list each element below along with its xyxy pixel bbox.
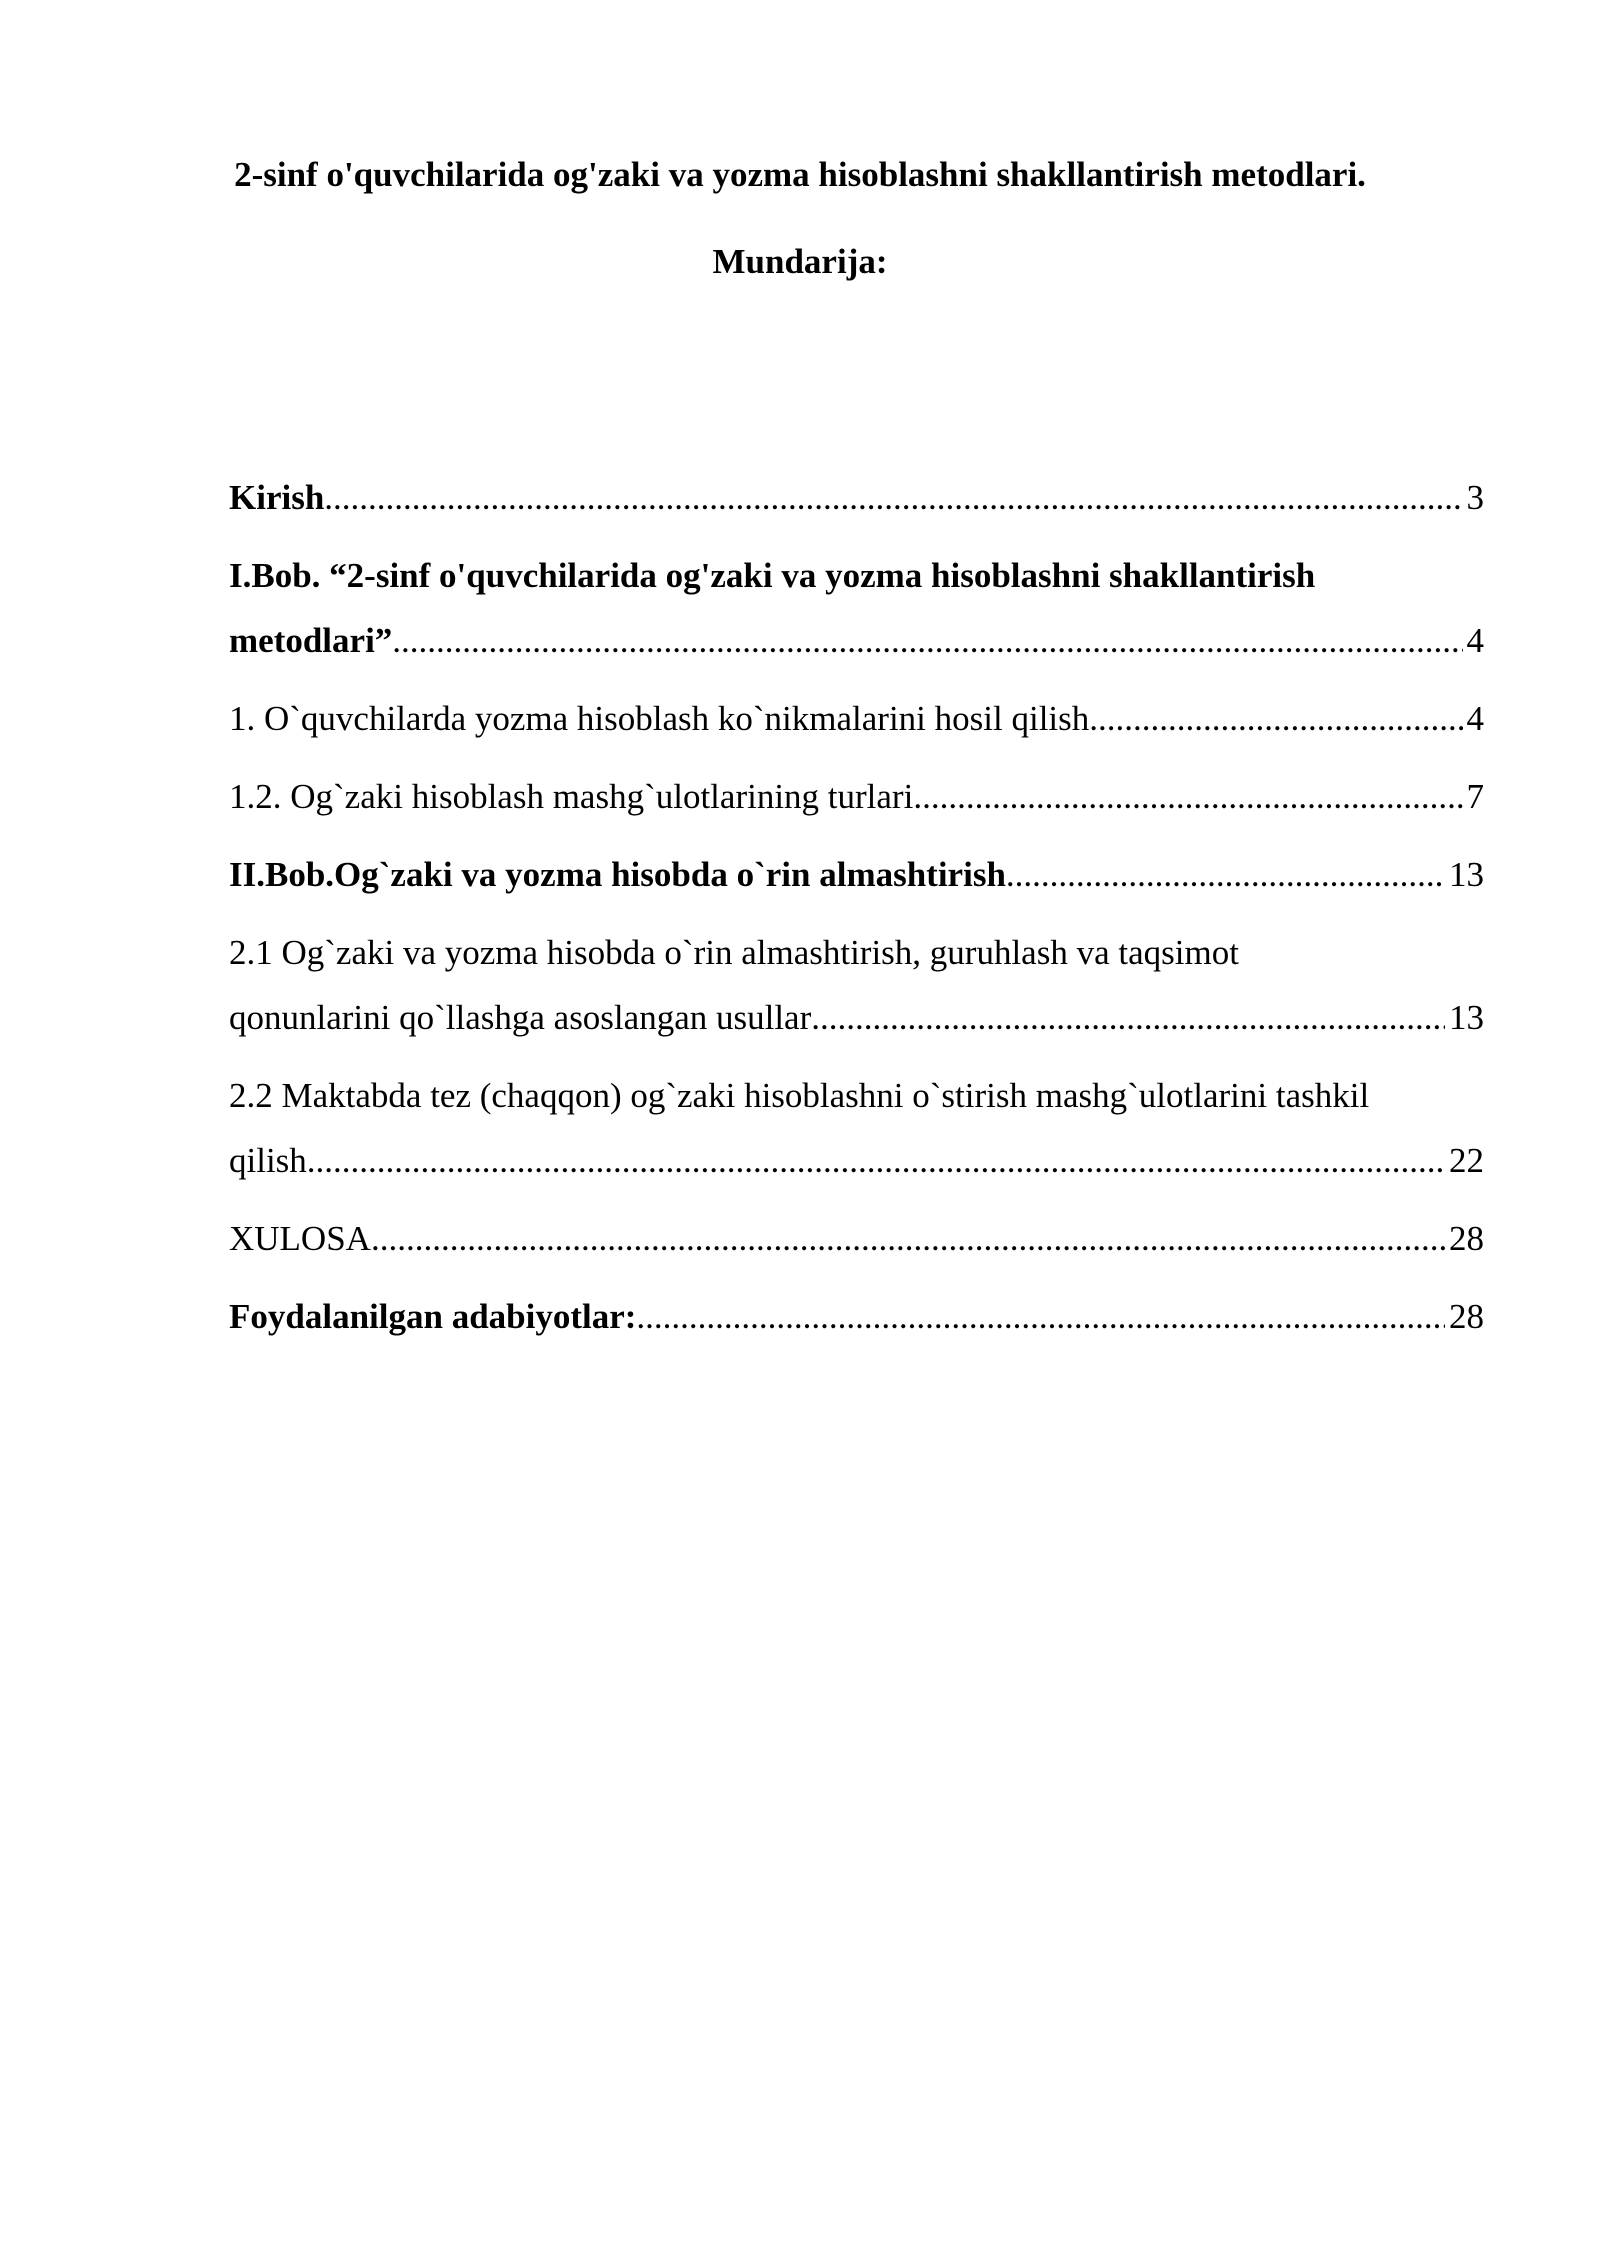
toc-entry-section-1-2[interactable] [229, 764, 1484, 829]
toc-entry-label: I.Bob. “2-sinf o'quvchilarida og'zaki va yozma hisoblashni shakllantirish [229, 556, 1316, 595]
toc-entry-label-continued: metodlari” [229, 621, 393, 660]
toc-entry-label: II.Bob.Og`zaki va yozma hisobda o`rin almashtirish [229, 855, 1006, 894]
toc-entry-kirish[interactable] [229, 465, 1484, 530]
toc-page-number: 4 [1466, 699, 1484, 738]
toc-page-number: 28 [1449, 1297, 1484, 1336]
toc-page-number: 3 [1466, 478, 1484, 517]
toc-page-number: 13 [1449, 855, 1484, 894]
toc-page-number: 4 [1466, 621, 1484, 660]
toc-entry-section-1[interactable] [229, 686, 1484, 751]
dot-leader [913, 764, 1462, 829]
toc-entry-references[interactable] [229, 1284, 1484, 1349]
dot-leader [307, 1128, 1445, 1193]
toc-heading: Mundarija: [712, 242, 888, 281]
toc-entry-section-2-1[interactable] [229, 920, 1484, 1050]
dot-leader [1089, 686, 1462, 751]
toc-entry-label-continued: qilish [229, 1141, 307, 1180]
toc-entry-label: Foydalanilgan adabiyotlar: [229, 1297, 637, 1336]
toc-entry-label: 2.2 Maktabda tez (chaqqon) og`zaki hisoblashni o`stirish mashg`ulotlarini tashkil [229, 1076, 1370, 1115]
dot-leader [1006, 842, 1445, 907]
toc-page-number: 28 [1449, 1219, 1484, 1258]
toc-entry-label: 2.1 Og`zaki va yozma hisobda o`rin almashtirish, guruhlash va taqsimot [229, 933, 1239, 972]
toc-entry-label: 1. O`quvchilarda yozma hisoblash ko`nikmalarini hosil qilish [229, 699, 1090, 738]
toc-entry-label: 1.2. Og`zaki hisoblash mashg`ulotlarining turlari [229, 777, 914, 816]
toc-entry-label: Kirish [229, 478, 325, 517]
toc-entry-label: XULOSA [229, 1219, 371, 1258]
toc-entry-chapter-1[interactable] [229, 543, 1484, 673]
toc-entry-label-continued: qonunlarini qo`llashga asoslangan usullar [229, 998, 812, 1037]
document-title: 2-sinf o'quvchilarida og'zaki va yozma hisoblashni shakllantirish metodlari. [234, 155, 1366, 194]
dot-leader [371, 1206, 1445, 1271]
toc-page-number: 13 [1449, 998, 1484, 1037]
toc-entry-chapter-2[interactable] [229, 842, 1484, 907]
dot-leader [811, 985, 1445, 1050]
dot-leader [636, 1284, 1445, 1349]
table-of-contents [229, 465, 1484, 1362]
toc-page-number: 7 [1466, 777, 1484, 816]
toc-entry-xulosa[interactable] [229, 1206, 1484, 1271]
dot-leader [324, 465, 1462, 530]
toc-entry-section-2-2[interactable] [229, 1063, 1484, 1193]
toc-page-number: 22 [1449, 1141, 1484, 1180]
dot-leader [392, 608, 1462, 673]
